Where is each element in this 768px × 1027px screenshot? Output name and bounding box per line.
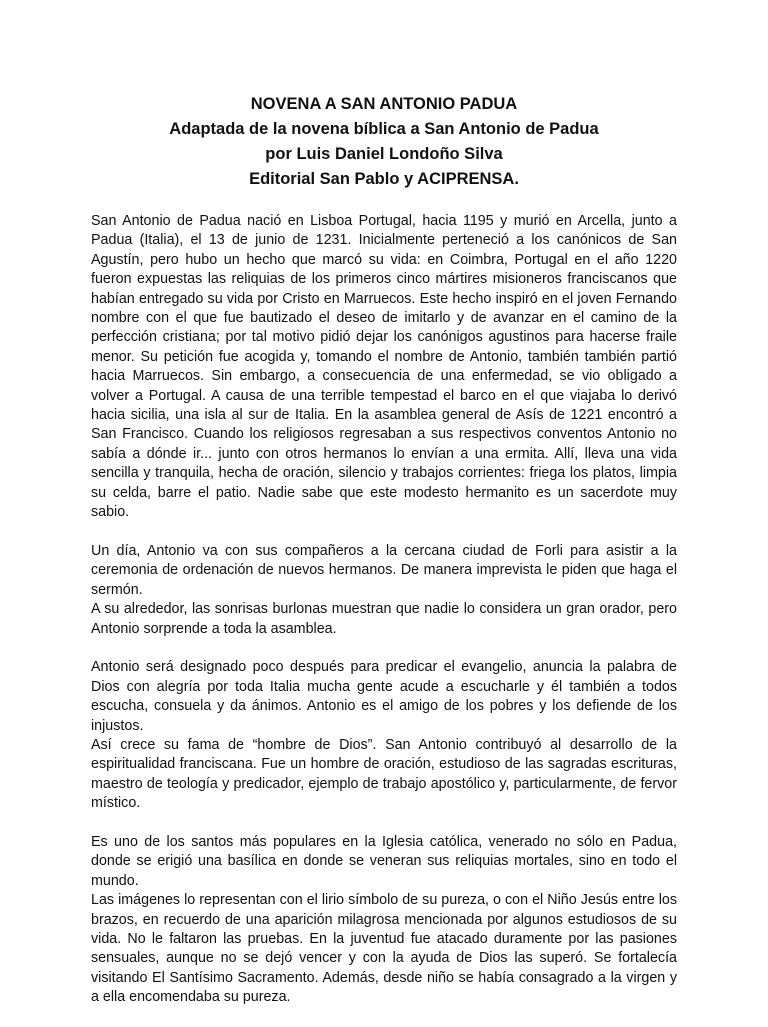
subtitle-author: por Luis Daniel Londoño Silva: [265, 145, 503, 163]
subtitle-publisher: Editorial San Pablo y ACIPRENSA.: [249, 170, 519, 188]
paragraph-biography: [91, 212, 677, 523]
paragraph-text: A su alrededor, las sonrisas burlonas muestran que nadie lo considera un gran orador, pero Antonio sorprende a toda la asamblea.: [91, 601, 677, 637]
document-body: [91, 212, 677, 1027]
paragraph-text: San Antonio de Padua nació en Lisboa Portugal, hacia 1195 y murió en Arcella, junto a Padua (Italia), el 13 de junio de 1231. Inicialmente perteneció a los canónicos de San Agustín, pero hubo un hecho que marcó su vida: en Coimbra, Portugal en el año 1220 fueron expuestas las reliquias de los primeros cinco mártires misioneros franciscanos que habían entregado su vida por Cristo en Marruecos. Este hecho inspiró en el joven Fernando nombre con el que fue bautizado el deseo de imitarlo y de avanzar en el camino de la perfección cristiana; por tal motivo pidió dejar los canónigos agustinos para hacerse fraile menor. Su petición fue acogida y, tomando el nombre de Antonio, también también partió hacia Marruecos. Sin embargo, a consecuencia de una enfermedad, se vio obligado a volver a Portugal. A causa de una terrible tempestad el barco en el que viajaba lo derivó hacia sicilia, una isla al sur de Italia. En la asamblea general de Asís de 1221 encontró a San Francisco. Cuando los religiosos regresaban a sus respectivos conventos Antonio no sabía a dónde ir... junto con otros hermanos lo envían a una ermita. Allí, lleva una vida sencilla y tranquila, hecha de oración, silencio y trabajos corrientes: friega los platos, limpia su celda, barre el patio. Nadie sabe que este modesto hermanito es un sacerdote muy sabio.: [91, 213, 677, 521]
paragraph-text: Es uno de los santos más populares en la Iglesia católica, venerado no sólo en Padua, donde se erigió una basílica en donde se veneran sus reliquias mortales, sino en todo el mundo.: [91, 833, 677, 889]
document-title: [60, 92, 708, 192]
paragraph-veneration: [91, 833, 677, 1008]
subtitle-adaptation: Adaptada de la novena bíblica a San Antonio de Padua: [169, 120, 599, 138]
paragraph-text: Las imágenes lo representan con el lirio símbolo de su pureza, o con el Niño Jesús entre los brazos, en recuerdo de una aparición milagrosa mencionada por algunos estudiosos de su vida. No le faltaron las pruebas. En la juventud fue atacado duramente por las pasiones sensuales, aunque no se dejó vencer y con la ayuda de Dios las superó. Se fortalecía visitando El Santísimo Sacramento. Además, desde niño se había consagrado a la virgen y a ella encomendaba su pureza.: [91, 892, 677, 1006]
paragraph-text: Un día, Antonio va con sus compañeros a la cercana ciudad de Forli para asistir a la ceremonia de ordenación de nuevos hermanos. De manera imprevista le piden que haga el sermón.: [91, 542, 677, 598]
paragraph-text: Antonio será designado poco después para predicar el evangelio, anuncia la palabra de Dios con alegría por toda Italia mucha gente acude a escucharle y él también a todos escucha, consuela y da ánimos. Antonio es el amigo de los pobres y los defiende de los injustos.: [91, 659, 677, 734]
title-main: NOVENA A SAN ANTONIO PADUA: [250, 95, 518, 113]
paragraph-preaching: [91, 658, 677, 813]
paragraph-forli-sermon: [91, 542, 677, 639]
paragraph-text: Así crece su fama de “hombre de Dios”. San Antonio contribuyó al desarrollo de la espiritualidad franciscana. Fue un hombre de oración, estudioso de las sagradas escrituras, maestro de teología y predicador, ejemplo de trabajo apostólico y, particularmente, de fervor místico.: [91, 736, 677, 812]
